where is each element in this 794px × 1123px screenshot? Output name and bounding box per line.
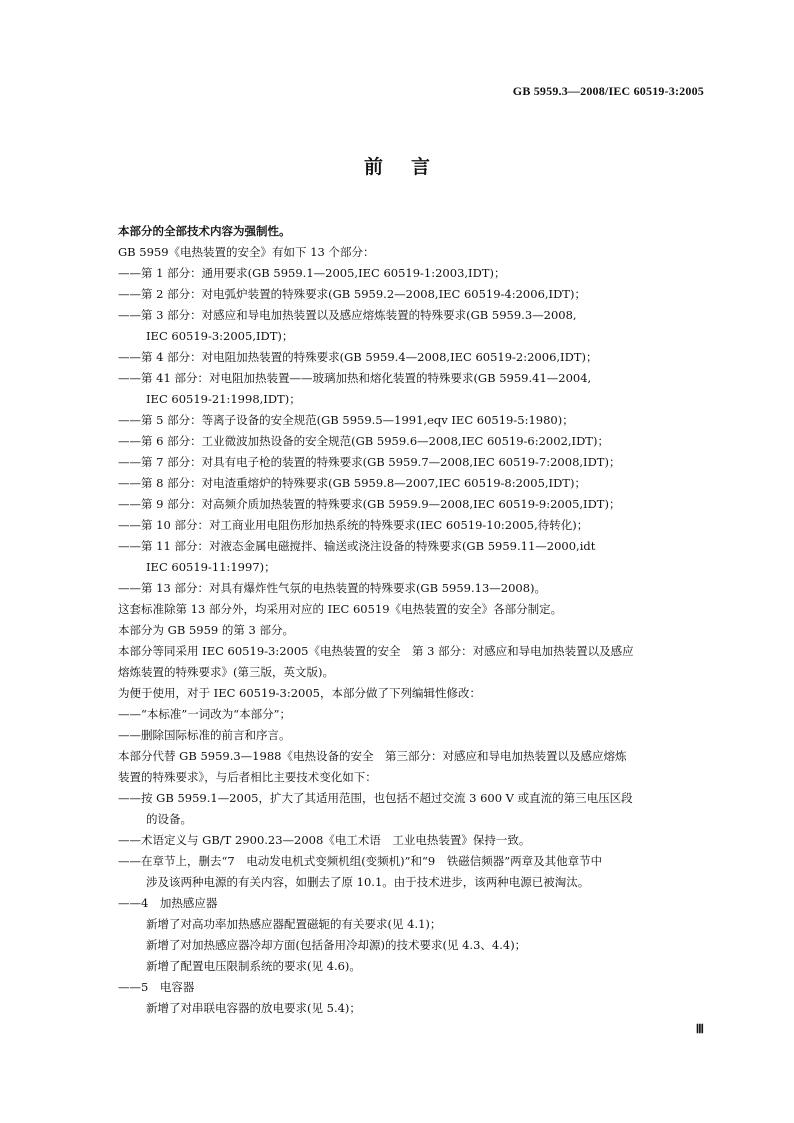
text-line: ——第 2 部分：对电弧炉装置的特殊要求(GB 5959.2—2008,IEC 60519-4:2006,IDT)； — [118, 287, 586, 301]
text-line: ——术语定义与 GB/T 2900.23—2008《电工术语 工业电热装置》保持一致。 — [118, 833, 531, 847]
text-line: ——在章节上，删去“7 电动发电机式变频机组(变频机)”和“9 铁磁信频器”两章及其他章节中 — [118, 854, 603, 868]
text-line: ——第 1 部分：通用要求(GB 5959.1—2005,IEC 60519-1:2003,IDT)； — [118, 266, 506, 280]
text-line: ——按 GB 5959.1—2005，扩大了其适用范围，也包括不超过交流 3 600 V 或直流的第三电压区段 — [118, 791, 633, 805]
text-line: 熔炼装置的特殊要求》(第三版，英文版)。 — [118, 665, 334, 679]
foreword-body — [118, 221, 708, 1019]
text-line: ——“本标准”一词改为“本部分”； — [118, 707, 292, 721]
text-line: GB 5959《电热装置的安全》有如下 13 个部分： — [118, 245, 375, 259]
text-line: ——5 电容器 — [118, 980, 195, 994]
page-title: 前言 — [363, 156, 458, 178]
text-line: ——第 4 部分：对电阻加热装置的特殊要求(GB 5959.4—2008,IEC 60519-2:2006,IDT)； — [118, 350, 598, 364]
text-line: ——4 加热感应器 — [118, 896, 218, 910]
page-number: Ⅲ — [695, 1022, 704, 1036]
text-line: ——第 3 部分：对感应和导电加热装置以及感应熔炼装置的特殊要求(GB 5959.3—2008, — [118, 308, 577, 322]
text-line: 本部分代替 GB 5959.3—1988《电热设备的安全 第三部分：对感应和导电加热装置以及感应熔炼 — [118, 749, 627, 763]
text-line: 本部分为 GB 5959 的第 3 部分。 — [118, 623, 294, 637]
text-line: ——删除国际标准的前言和序言。 — [118, 728, 291, 742]
text-line: ——第 13 部分：对具有爆炸性气氛的电热装置的特殊要求(GB 5959.13—2008)。 — [118, 581, 547, 595]
text-line: IEC 60519-11:1997)； — [146, 560, 276, 574]
standard-code: GB 5959.3—2008/IEC 60519-3:2005 — [512, 84, 704, 98]
text-line: ——第 7 部分：对具有电子枪的装置的特殊要求(GB 5959.7—2008,IEC 60519-7:2008,IDT)； — [118, 455, 621, 469]
text-line: 新增了对加热感应器冷却方面(包括备用冷却源)的技术要求(见 4.3、4.4)； — [146, 938, 527, 952]
text-line: 装置的特殊要求》，与后者相比主要技术变化如下： — [118, 770, 377, 784]
text-line: 本部分的全部技术内容为强制性。 — [118, 224, 291, 238]
text-line: ——第 41 部分：对电阻加热装置——玻璃加热和熔化装置的特殊要求(GB 5959.41—2004, — [118, 371, 592, 385]
text-line: ——第 5 部分：等离子设备的安全规范(GB 5959.5—1991,eqv IEC 60519-5:1980)； — [118, 413, 574, 427]
text-line: 涉及该两种电源的有关内容，如删去了原 10.1。由于技术进步，该两种电源已被淘汰。 — [146, 875, 590, 889]
text-line: 新增了配置电压限制系统的要求(见 4.6)。 — [146, 959, 361, 973]
text-line: IEC 60519-21:1998,IDT)； — [146, 392, 301, 406]
text-line: 新增了对高功率加热感应器配置磁轭的有关要求(见 4.1)； — [146, 917, 442, 931]
text-line: 新增了对串联电容器的放电要求(见 5.4)； — [146, 1001, 361, 1015]
text-line: ——第 6 部分：工业微波加热设备的安全规范(GB 5959.6—2008,IEC 60519-6:2002,IDT)； — [118, 434, 609, 448]
text-line: IEC 60519-3:2005,IDT)； — [146, 329, 294, 343]
text-line: ——第 10 部分：对工商业用电阻伤形加热系统的特殊要求(IEC 60519-10:2005,待转化)； — [118, 518, 589, 532]
text-line: 这套标准除第 13 部分外，均采用对应的 IEC 60519《电热装置的安全》各部分制定。 — [118, 602, 563, 616]
text-line: 的设备。 — [146, 812, 192, 826]
text-line: 为便于使用，对于 IEC 60519-3:2005，本部分做了下列编辑性修改： — [118, 686, 481, 700]
text-line: 本部分等同采用 IEC 60519-3:2005《电热装置的安全 第 3 部分：对感应和导电加热装置以及感应 — [118, 644, 634, 658]
text-line: ——第 9 部分：对高频介质加热装置的特殊要求(GB 5959.9—2008,IEC 60519-9:2005,IDT)； — [118, 497, 621, 511]
text-line: ——第 11 部分：对液态金属电磁搅拌、输送或浇注设备的特殊要求(GB 5959.11—2000,idt — [118, 539, 596, 553]
text-line: ——第 8 部分：对电渣重熔炉的特殊要求(GB 5959.8—2007,IEC 60519-8:2005,IDT)； — [118, 476, 586, 490]
